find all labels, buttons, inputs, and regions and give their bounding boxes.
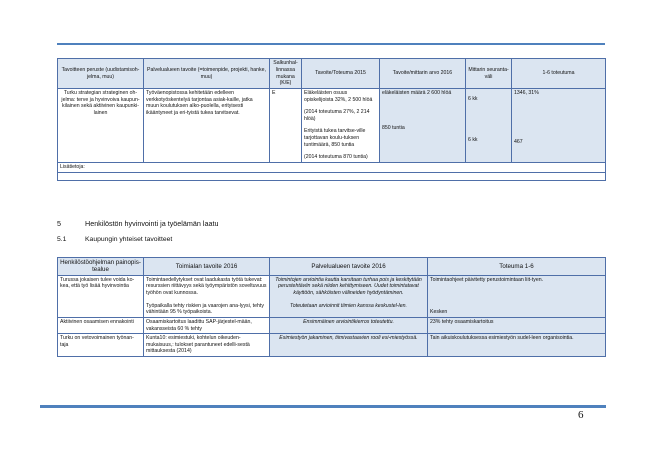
goals-table [57,58,606,181]
arvo2016-b: 850 tuntia [382,124,405,131]
p3-toteuma: Tain aikuiskoulutuksessa esimiestyön sudel-leen organisointia. [428,334,606,357]
p3-toimiala: Kunta10: esimiestuki, kohtelun oikeuden-mukaisuus,: tulokset parantuneet edelli-sestä mittauksesta (2014) [144,334,270,357]
page-number: 6 [578,409,584,421]
goals-table-header-row [58,59,606,89]
p1-toteuma-2: Kesken [430,309,448,316]
cell-peruste: Turku strategian strateginen oh-jelma: terve ja hyvinvoiva kaupun-kilainen sekä aktiivinen kaupunki-lainen [58,89,144,163]
cell-tavoite: Työväenopistossa kehitetään edelleen verkkotyöskentelyä tarjontaa asiak-kaille, jatka muun koulutuksen alko-puolella, erityisesti ikääntyneet ja eri-tyistä tukea tarvitsevat. [144,89,270,163]
section-5-title: Henkilöstön hyvinvointi ja työelämän laatu [85,219,219,228]
col-header-toimiala: Toimialan tavoite 2016 [144,258,270,276]
cell-seuranta [466,89,512,163]
col-header-tot2015: Tavoite/Toteuma 2015 [302,59,380,89]
p1-toteuma-1: Toimintaohjeet päivitetty perustoimintaan liit-tyen. [430,276,544,283]
col-header-seuranta: Mittarin seuranta-väli [466,59,512,89]
personnel-row-2 [58,318,606,334]
section-5-1-number: 5.1 [57,236,67,243]
p2-painopiste: Aktiivinen osaamisen ennakointi [58,318,144,334]
tot2015-d: (2014 toteutuma 870 tuntia) [304,154,368,161]
cell-toteutuma [512,89,606,163]
col-header-painopistealue: Henkilöstöohjelman painopis-tealue [58,258,144,276]
p1-palvelualue [270,275,428,317]
tot2015-a: Eläkeläisten osuus opiskelijoista 32%, 2 500 hlöä [304,90,373,103]
cell-arvo2016 [380,89,466,163]
footer-rule [40,405,606,408]
tot2015-c: Erityistä tukea tarvitse-ville tarjottavan koulu-tuksen tuntimäärä, 850 tuntia [304,128,366,148]
seuranta-b: 6 kk [468,136,478,143]
p2-palvelualue: Ensimmäinen arviointikierros toteutettu. [270,318,428,334]
personnel-row-3 [58,334,606,357]
p1-toimiala [144,275,270,317]
personnel-table-header-row [58,258,606,276]
p3-palvelualue: Esimiestyön jakaminen, tiimivastaavien rooli esi-miestyössä. [270,334,428,357]
p3-painopiste: Turku on vetovoimainen työnan-taja [58,334,144,357]
spacer-cell [58,172,606,180]
goals-table-row [58,89,606,163]
personnel-table [57,257,606,357]
p2-toimiala: Osaamiskartoitus laadittu SAP-järjestel-mään, vakansseista 60 % tehty [144,318,270,334]
col-header-arvo2016: Tavoite/mittarin arvo 2016 [380,59,466,89]
toteutuma-a: 1346, 31% [514,90,539,96]
toteutuma-b: 467 [514,138,523,145]
personnel-row-1 [58,275,606,317]
col-header-toteuma: Toteuma 1-6 [428,258,606,276]
col-header-palvelualue: Palvelualueen tavoite 2016 [270,258,428,276]
col-header-peruste: Tavoitteen peruste (uudistamisoh-jelma, muu) [58,59,144,89]
cell-tot2015 [302,89,380,163]
goals-table-note-row [58,162,606,172]
cell-salkku: E [270,89,302,163]
p1-toimiala-2: Työpaikalla tehty riskien ja vaarojen ana-lyysi, tehty vähintään 95 % työpaikoista. [146,302,264,316]
p1-painopiste: Turussa jokaisen tulee voida ko-kea, että työ lisää hyvinvointia [58,275,144,317]
goals-table-spacer-row [58,172,606,180]
section-5-number: 5 [57,219,61,228]
p2-toteuma: 23% tehty osaamiskartoitus [428,318,606,334]
tot2015-b: (2014 toteutuma 27%, 2 214 hlöä) [304,109,370,122]
col-header-salkku: Salkunhal-linnassa mukana (K/E) [270,59,302,89]
section-5-1-heading [57,236,172,243]
p1-palvelualue-1: Toimintojen arviointia kautta karsitaan turhaa pois ja keskitytään perustehtäviin sekä niiden kehittymiseen. Uudet toimintatavat käyttöön, sähköisten välineiden hyödyntäminen. [275,276,422,296]
col-header-tavoite: Palvelualueen tavoite (=toimenpide, projekti, hanke, muu) [144,59,270,89]
p1-palvelualue-2: Toteutetaan arvioinnit tiimien kanssa keskustel-len. [290,302,407,309]
section-5-heading [57,219,218,228]
top-rule [57,43,605,45]
p1-toteuma [428,275,606,317]
col-header-toteutuma: 1-6 toteutuma [512,59,606,89]
p1-toimiala-1: Toimintaedellytykset ovat laadukasta työtä tukevat: resurssien riittävyys sekä työympäristön soveltuvuus työhön ovat kunnossa. [146,276,267,296]
note-cell: Lisätietoja: [58,162,606,172]
section-5-1-title: Kaupungin yhteiset tavoitteet [85,236,173,243]
arvo2016-a: eläkeläisten määrä 2 600 hlöä [382,90,452,96]
seuranta-a: 6 kk [468,96,478,102]
